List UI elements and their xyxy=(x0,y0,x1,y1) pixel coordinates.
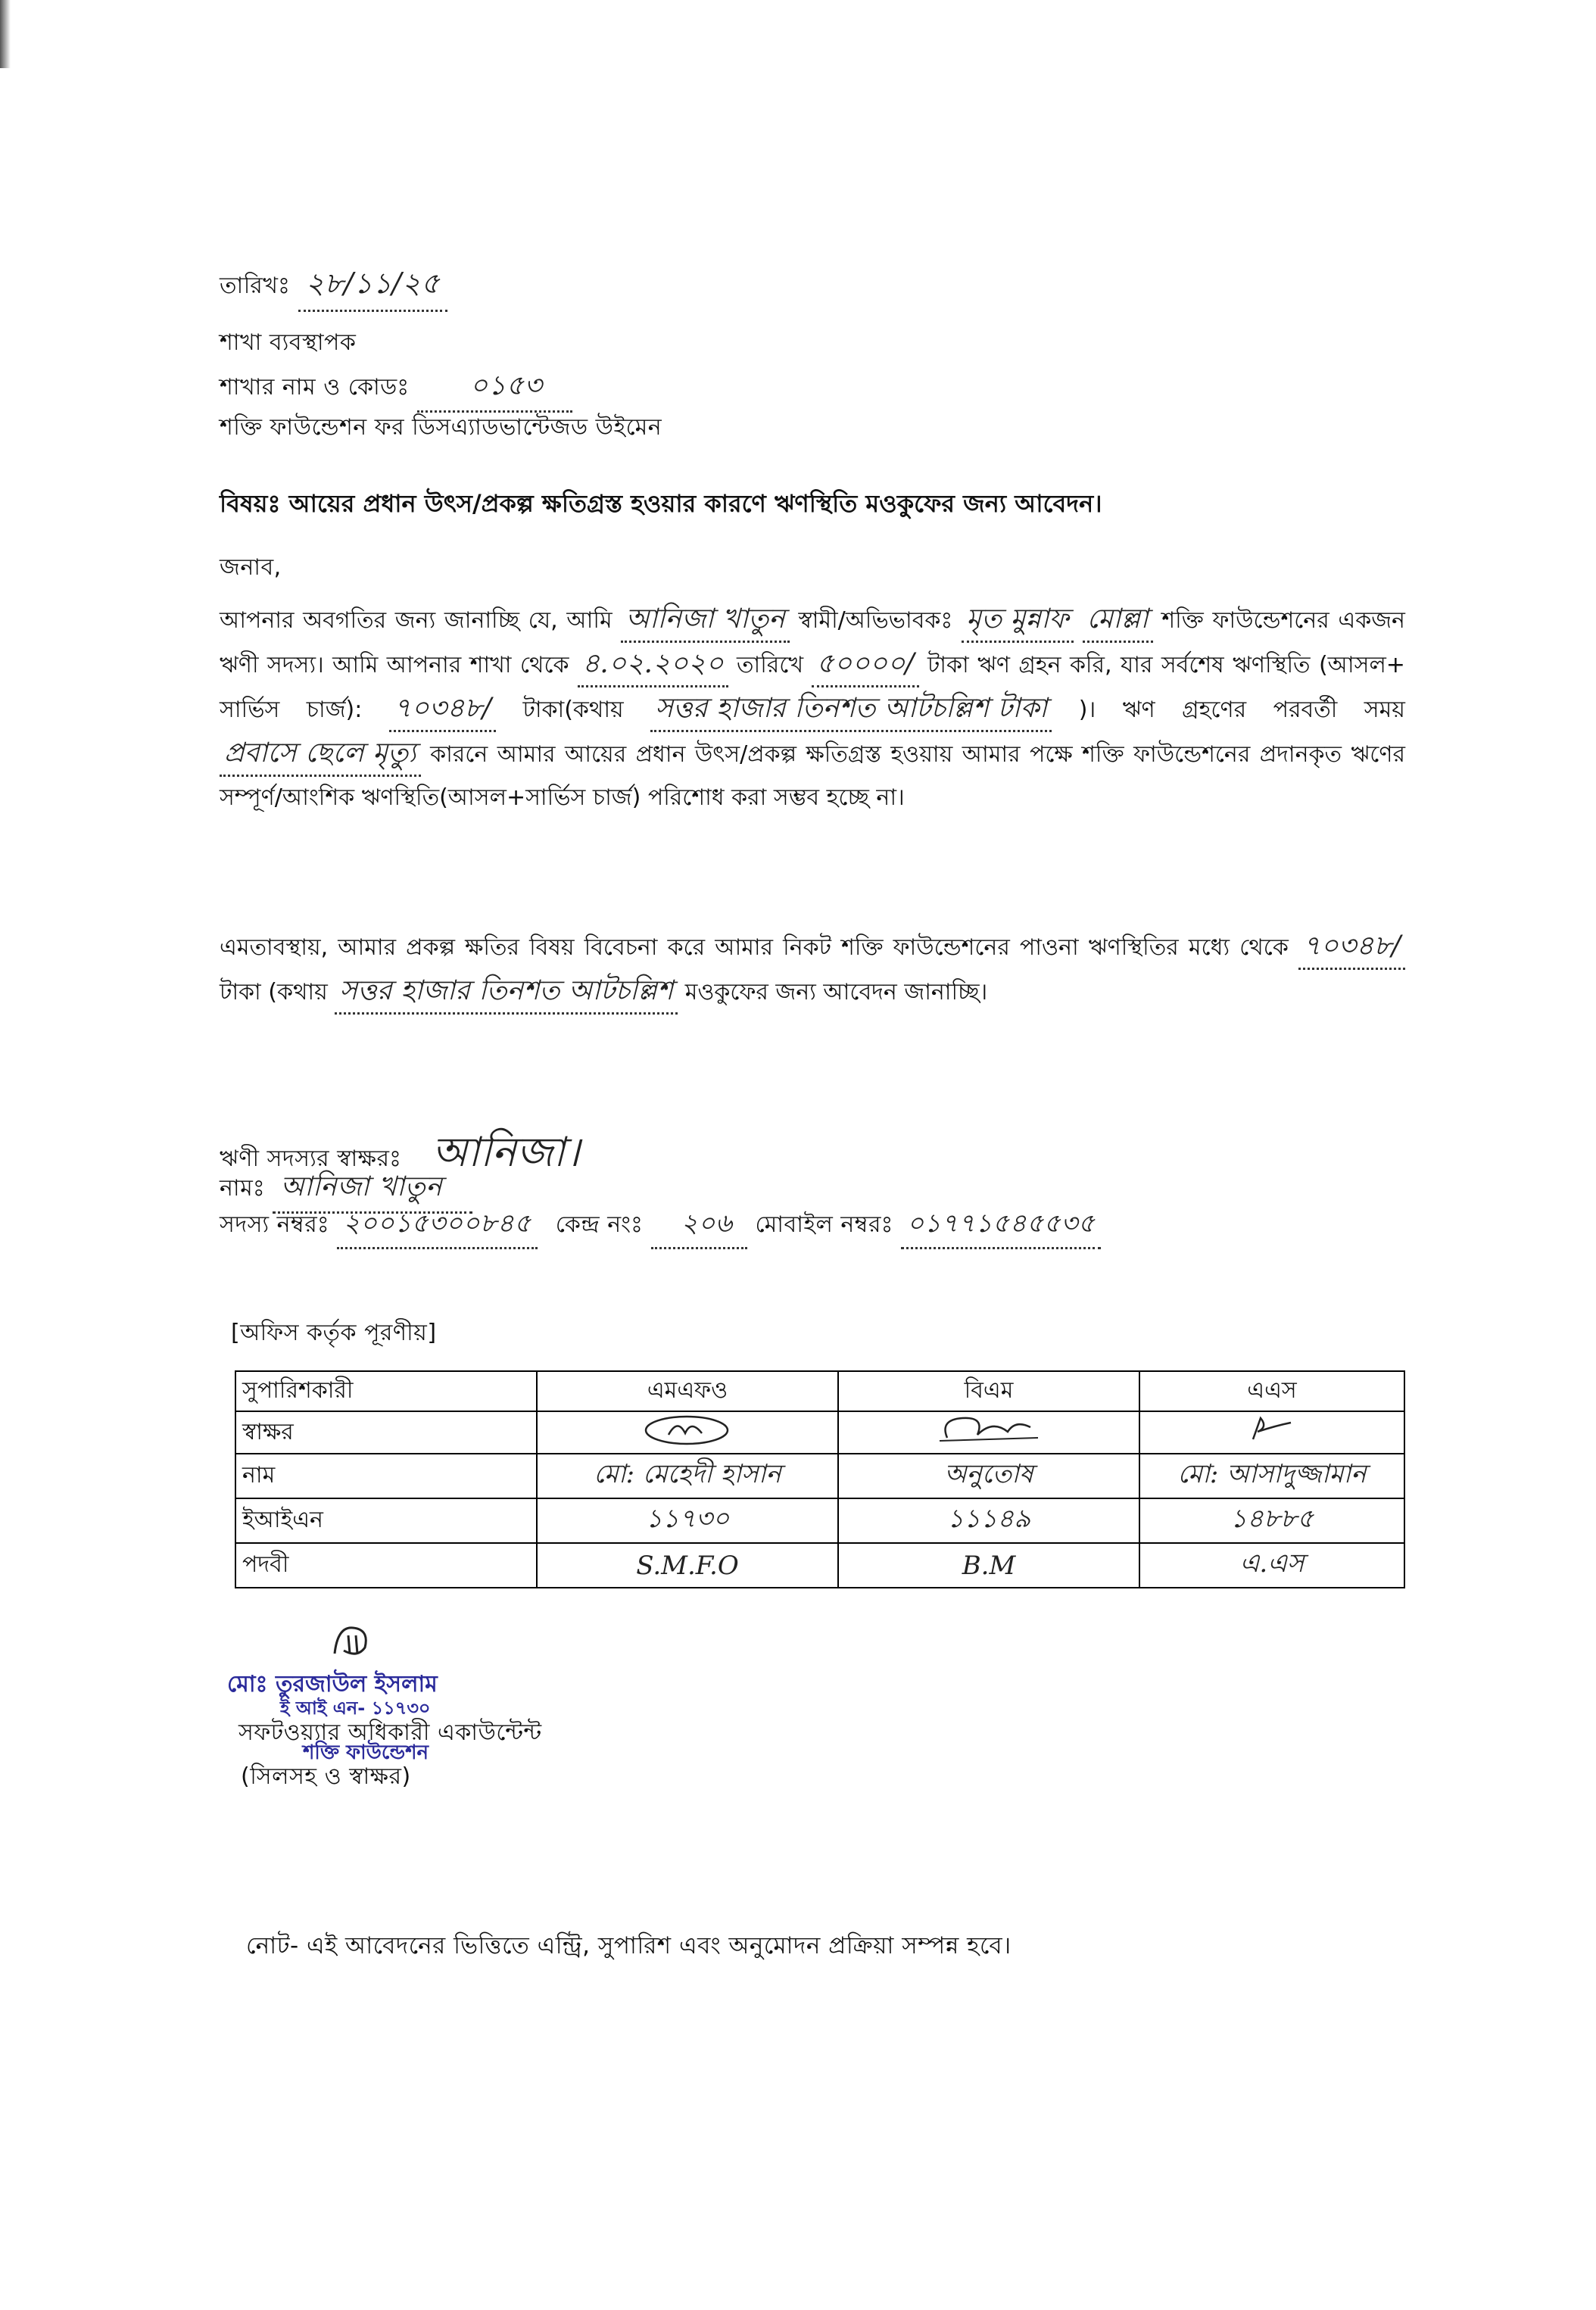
addressee-line3: শক্তি ফাউন্ডেশন ফর ডিসএ্যাডভান্টেজড উইমেন xyxy=(220,414,662,441)
office-heading: [অফিস কর্তৃক পূরণীয়] xyxy=(231,1320,437,1346)
header-as: এএস xyxy=(1139,1371,1404,1411)
mfo-ein: ১১৭৩০ xyxy=(537,1498,838,1543)
body-paragraph-2 xyxy=(220,925,1405,1015)
officer-title: সফটওয়্যার অধিকারী একাউন্টেন্ট xyxy=(238,1719,542,1746)
body1-text-4: টাকা ঋণ গ্রহন করি, যার সর্বশেষ ঋণস্থিতি (আসল+ সার্ভিস চার্জ): xyxy=(220,652,1405,723)
balance-in-words: সত্তর হাজার তিনশত আটচল্লিশ টাকা xyxy=(650,687,1052,732)
date-value: ২৮/১১/২৫ xyxy=(298,261,448,312)
as-designation: এ.এস xyxy=(1139,1543,1404,1588)
as-signature-mark xyxy=(1230,1412,1314,1447)
addressee-line2 xyxy=(220,365,572,413)
branch-code: ০১৫৩ xyxy=(417,365,573,413)
header-recommender: সুপারিশকারী xyxy=(235,1371,537,1411)
branch-label: শাখার নাম ও কোডঃ xyxy=(220,374,410,401)
as-signature xyxy=(1139,1411,1404,1454)
guardian-label: স্বামী/অভিভাবকঃ xyxy=(798,607,953,634)
date-label: তারিখঃ xyxy=(220,273,291,299)
header-mfo: এমএফও xyxy=(537,1371,838,1411)
guardian-name-cont: মোল্লা xyxy=(1083,598,1153,643)
mobile-label: মোবাইল নম্বরঃ xyxy=(755,1211,893,1238)
mfo-signature xyxy=(537,1411,838,1454)
mobile-number: ০১৭৭১৫৪৫৫৩৫ xyxy=(901,1204,1101,1249)
stamp-line1: মোঃ তুরজাউল ইসলাম xyxy=(227,1671,438,1697)
waiver-amount-words: সত্তর হাজার তিনশত আটচল্লিশ xyxy=(335,970,678,1015)
officer-subtitle: (সিলসহ ও স্বাক্ষর) xyxy=(241,1763,411,1790)
member-name: আনিজা খাতুন xyxy=(273,1166,472,1214)
as-name: মো: আসাদুজ্জামান xyxy=(1139,1454,1404,1498)
loss-reason: প্রবাসে ছেলে মৃত্যু xyxy=(220,732,421,777)
mfo-designation: S.M.F.O xyxy=(537,1543,838,1588)
header-bm: বিএম xyxy=(838,1371,1139,1411)
as-ein: ১৪৮৮৫ xyxy=(1139,1498,1404,1543)
center-number: ২০৬ xyxy=(651,1204,748,1249)
center-label: কেন্দ্র নংঃ xyxy=(555,1211,644,1238)
bm-name: অনুতোষ xyxy=(838,1454,1139,1498)
salutation: জনাব, xyxy=(220,554,282,581)
waiver-amount: ৭০৩৪৮/ xyxy=(1298,925,1405,970)
applicant-name: আনিজা খাতুন xyxy=(621,598,789,643)
loan-date: ৪.০২.২০২০ xyxy=(578,643,728,687)
signature-row-label: স্বাক্ষর xyxy=(235,1411,537,1454)
body2-text-3: মওকুফের জন্য আবেদন জানাচ্ছি। xyxy=(684,979,988,1005)
body2-text: এমতাবস্থায়, আমার প্রকল্প ক্ষতির বিষয় বিবেচনা করে আমার নিকট শক্তি ফাউন্ডেশনের পাওনা ঋণস্থিতির মধ্যে থেকে xyxy=(220,934,1289,961)
body1-text-2: শক্তি ফাউন্ডেশনের একজন ঋণী সদস্য। আমি আপনার শাখা থেকে xyxy=(220,607,1405,678)
signature-row xyxy=(235,1411,1404,1454)
bm-signature xyxy=(838,1411,1139,1454)
member-details-line xyxy=(220,1204,1101,1249)
member-id: ২০০১৫৩০০৮৪৫ xyxy=(337,1204,537,1249)
ein-row xyxy=(235,1498,1404,1543)
ein-row-label: ইআইএন xyxy=(235,1498,537,1543)
name-row-label: নাম xyxy=(235,1454,537,1498)
bm-designation: B.M xyxy=(838,1543,1139,1588)
addressee-line1: শাখা ব্যবস্থাপক xyxy=(220,329,357,356)
name-row xyxy=(235,1454,1404,1498)
subject: বিষয়ঃ আয়ের প্রধান উৎস/প্রকল্প ক্ষতিগ্রস্ত হওয়ার কারণে ঋণস্থিতি মওকুফের জন্য আবেদন। xyxy=(220,489,1102,518)
body1-text-7: কারনে আমার আয়ের প্রধান উৎস/প্রকল্প ক্ষতিগ্রস্ত হওয়ায় আমার পক্ষে শক্তি ফাউন্ডেশনের প্রদানকৃত ঋণের সম্পূর্ণ/আংশিক ঋণস্থিতি(আসল+সার্ভিস চার্জ) পরিশোধ করা সম্ভব হচ্ছে না। xyxy=(220,741,1405,811)
footer-note: নোট- এই আবেদনের ভিত্তিতে এন্ট্রি, সুপারিশ এবং অনুমোদন প্রক্রিয়া সম্পন্ন হবে। xyxy=(246,1932,1012,1959)
member-name-label: নামঃ xyxy=(220,1175,266,1202)
loan-balance: ৭০৩৪৮/ xyxy=(389,687,496,732)
stamp-line3: শক্তি ফাউন্ডেশন xyxy=(303,1741,429,1764)
designation-row xyxy=(235,1543,1404,1588)
member-id-label: সদস্য নম্বরঃ xyxy=(220,1211,330,1238)
bm-ein: ১১১৪৯ xyxy=(838,1498,1139,1543)
body1-text-3: তারিখে xyxy=(736,652,804,678)
stamp-line2: ই আই এন- ১১৭৩০ xyxy=(280,1697,431,1719)
mfo-name: মো: মেহেদী হাসান xyxy=(537,1454,838,1498)
body1-text-6: )। ঋণ গ্রহণের পরবর্তী সময় xyxy=(1078,697,1405,723)
member-signature: আনিজা। xyxy=(432,1128,581,1176)
body2-text-2: টাকা (কথায় xyxy=(220,979,328,1005)
guardian-name: মৃত মুন্নাফ xyxy=(962,598,1074,643)
designation-row-label: পদবী xyxy=(235,1543,537,1588)
mfo-signature-mark xyxy=(638,1412,737,1447)
body1-text: আপনার অবগতির জন্য জানাচ্ছি যে, আমি xyxy=(220,607,613,634)
scan-edge-shadow xyxy=(0,0,11,68)
approval-header-row xyxy=(235,1371,1404,1411)
member-signature-label: ঋণী সদস্যর স্বাক্ষরঃ xyxy=(220,1146,402,1172)
date-line xyxy=(220,261,447,312)
body-paragraph-1 xyxy=(220,598,1405,819)
officer-signature xyxy=(327,1620,380,1663)
bm-signature-mark xyxy=(924,1412,1053,1447)
approval-table xyxy=(235,1370,1405,1588)
loan-amount: ৫০০০০/ xyxy=(812,643,918,687)
body1-text-5: টাকা(কথায় xyxy=(522,697,624,723)
